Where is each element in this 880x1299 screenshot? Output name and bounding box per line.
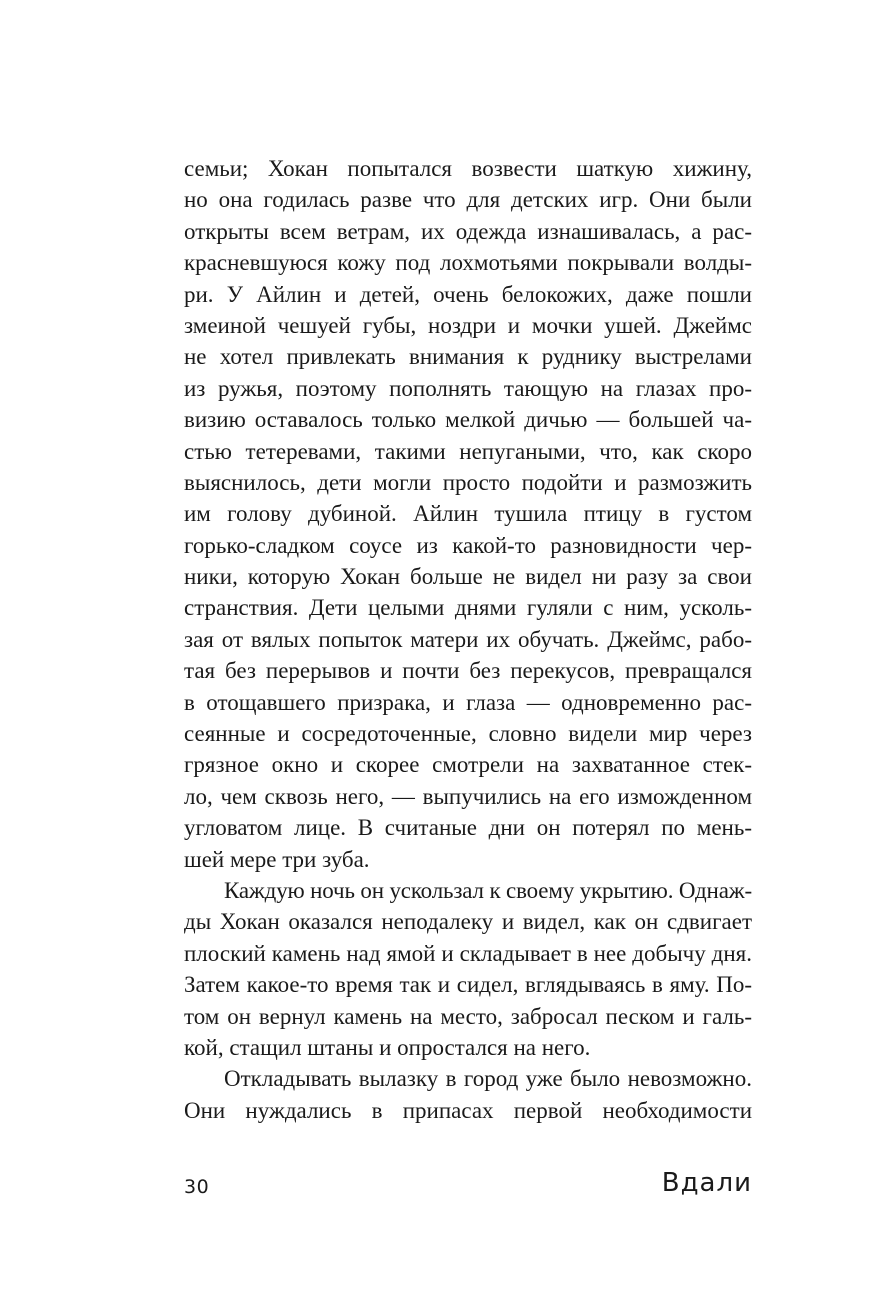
text-line: зая от вялых попыток матери их обучать. Джеймс, рабо- bbox=[184, 626, 752, 652]
page-number: 30 bbox=[184, 1176, 210, 1198]
text-line: Каждую ночь он ускользал к своему укрытию. Однаж- bbox=[224, 877, 752, 903]
text-line: кой, стащил штаны и опростался на него. bbox=[184, 1034, 591, 1060]
text-line: странствия. Дети целыми днями гуляли с ним, усколь- bbox=[184, 595, 752, 621]
text-line: открыты всем ветрам, их одежда изнашивалась, а рас- bbox=[184, 218, 752, 244]
text-line: семьи; Хокан попытался возвести шаткую хижину, bbox=[184, 156, 752, 181]
text-line: в отощавшего призрака, и глаза — одновременно рас- bbox=[184, 689, 752, 715]
text-line: красневшуюся кожу под лохмотьями покрывали волды- bbox=[184, 250, 752, 276]
text-line: ри. У Айлин и детей, очень белокожих, даже пошли bbox=[184, 281, 752, 307]
text-line: Откладывать вылазку в город уже было невозможно. bbox=[224, 1066, 752, 1092]
text-line: змеиной чешуей губы, ноздри и мочки ушей. Джеймс bbox=[184, 312, 752, 338]
text-line: им голову дубиной. Айлин тушила птицу в густом bbox=[184, 501, 752, 527]
text-line: плоский камень над ямой и складывает в нее добычу дня. bbox=[184, 940, 752, 966]
text-line: стью тетеревами, такими непугаными, что, как скоро bbox=[184, 438, 752, 464]
text-line: ды Хокан оказался неподалеку и видел, как он сдвигает bbox=[184, 909, 752, 935]
text-line: из ружья, поэтому пополнять тающую на глазах про- bbox=[184, 375, 752, 401]
text-line: Они нуждались в припасах первой необходимости bbox=[184, 1097, 752, 1123]
text-line: выяснилось, дети могли просто подойти и размозжить bbox=[184, 469, 752, 495]
text-line: не хотел привлекать внимания к руднику выстрелами bbox=[184, 344, 752, 370]
text-line: горько-сладком соусе из какой-то разновидности чер- bbox=[184, 532, 752, 558]
text-line: шей мере три зуба. bbox=[184, 846, 370, 872]
body-text bbox=[184, 153, 752, 1126]
text-line: ники, которую Хокан больше не видел ни разу за свои bbox=[184, 564, 752, 590]
text-line: визию оставалось только мелкой дичью — большей ча- bbox=[184, 407, 752, 433]
text-line: угловатом лице. В считаные дни он потерял по мень- bbox=[184, 815, 752, 841]
text-line: том он вернул камень на место, забросал песком и галь- bbox=[184, 1003, 752, 1029]
text-line: грязное окно и скорее смотрели на захватанное стек- bbox=[184, 752, 752, 778]
text-line: сеянные и сосредоточенные, словно видели мир через bbox=[184, 721, 752, 747]
running-title: Вдали bbox=[661, 1168, 752, 1198]
text-line: но она годилась разве что для детских игр. Они были bbox=[184, 187, 752, 213]
text-line: тая без перерывов и почти без перекусов, превращался bbox=[184, 658, 752, 684]
text-line: Затем какое-то время так и сидел, вглядываясь в яму. По- bbox=[184, 972, 752, 998]
text-line: ло, чем сквозь него, — выпучились на его изможденном bbox=[184, 783, 752, 809]
